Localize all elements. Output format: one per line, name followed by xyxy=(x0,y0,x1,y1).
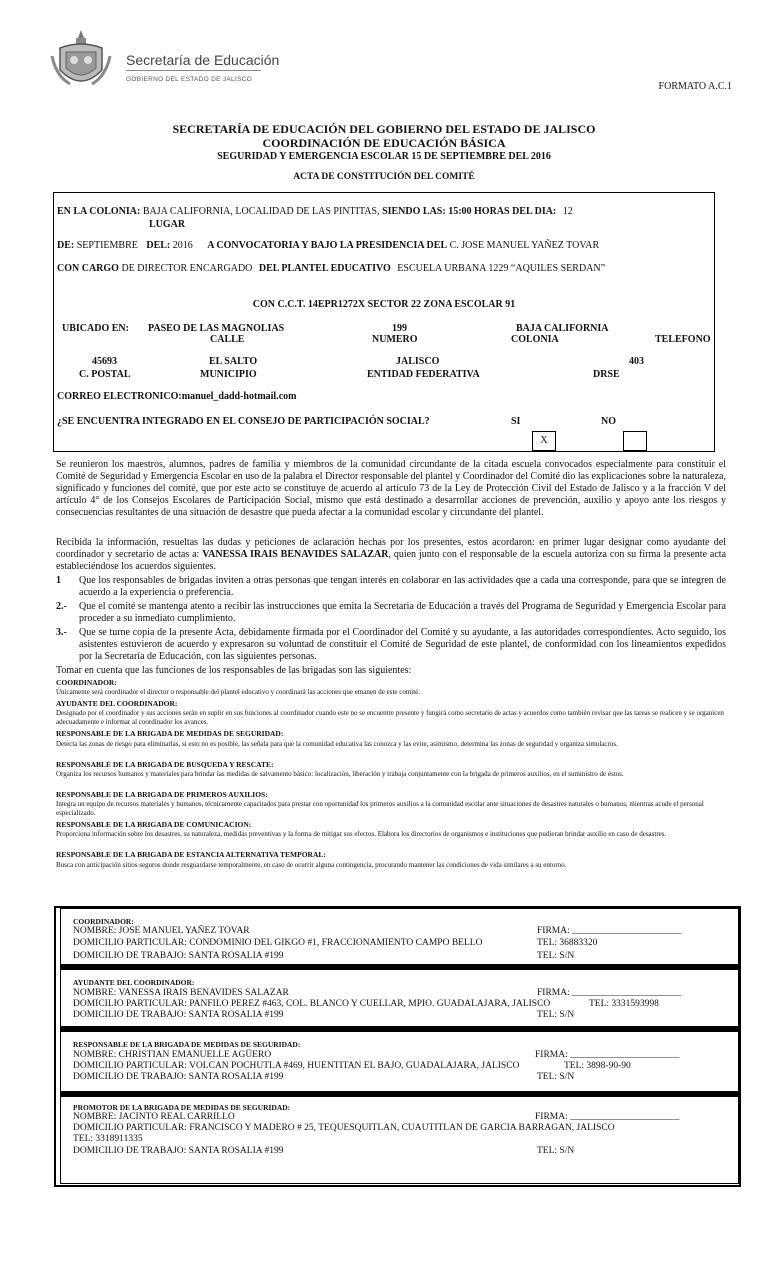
numero-label: NUMERO xyxy=(372,334,418,345)
signature-block-coordinador xyxy=(60,908,739,965)
brand-divider xyxy=(126,70,261,71)
entidad-value: JALISCO xyxy=(396,356,440,367)
no-label: NO xyxy=(601,416,616,427)
signature-firma-line[interactable]: FIRMA: _______________________ xyxy=(535,1050,680,1060)
assistant-name: VANESSA IRAIS BENAVIDES SALAZAR xyxy=(202,549,389,561)
role-description: Proporciona información sobre los desastres, su naturaleza, medidas preventivas y la forma de mitigar sus efectos. Elabora los directorios de organismos e instituciones que pudieran brindar auxilio en caso de desastres. xyxy=(56,830,667,838)
brand-subtitle: GOBIERNO DEL ESTADO DE JALISCO xyxy=(126,76,253,83)
role-description: Únicamente será coordinador el director o responsable del plantel educativo y coordinará las acciones que emanen de este comité. xyxy=(56,688,421,696)
header-line-3: SEGURIDAD Y EMERGENCIA ESCOLAR 15 DE SEPTIEMBRE DEL 2016 xyxy=(217,151,551,162)
signature-nombre: NOMBRE: VANESSA IRAIS BENAVIDES SALAZAR xyxy=(73,988,289,998)
si-checkbox[interactable]: X xyxy=(532,431,556,451)
agreements-text-b: , quien junto con el responsable de la escuela autoriza con su firma la presente acta estableciéndose los acuerdos siguientes. xyxy=(56,549,727,573)
cargo-row xyxy=(57,263,605,274)
item-2-number: 2.- xyxy=(56,601,67,612)
cargo-de: DE xyxy=(121,263,135,274)
paragraph-functions: Tomar en cuenta que las funciones de los responsables de las brigadas son las siguientes: xyxy=(56,665,412,676)
role-title: RESPONSABLE DE LA BRIGADA DE PRIMEROS AUXILIOS: xyxy=(56,790,268,799)
signature-tel2: TEL: S/N xyxy=(537,1010,575,1020)
del-label: DEL: xyxy=(146,240,171,251)
de-value: SEPTIEMBRE xyxy=(76,240,138,251)
signature-domicilio: DOMICILIO PARTICULAR: FRANCISCO Y MADERO # 25, TEQUESQUITLAN, CUAUTITLAN DE GARCIA BARRAGAN, JALISCO xyxy=(73,1123,615,1133)
signature-firma-line[interactable]: FIRMA: _______________________ xyxy=(537,926,682,936)
colonia2-value: BAJA CALIFORNIA xyxy=(516,323,609,334)
role-title: RESPONSABLE DE LA BRIGADA DE MEDIDAS DE SEGURIDAD: xyxy=(56,729,284,738)
form-code: FORMATO A.C.1 xyxy=(658,81,732,92)
signature-trabajo: DOMICILIO DE TRABAJO: SANTA ROSALIA #199 xyxy=(73,951,284,961)
signature-nombre: NOMBRE: CHRISTIAN EMANUELLE AGÜERO xyxy=(73,1050,272,1060)
signature-block-ayudante xyxy=(60,969,739,1027)
correo-row xyxy=(57,391,296,402)
dia-value: 12 xyxy=(562,206,573,217)
signature-firma-line[interactable]: FIRMA: _______________________ xyxy=(537,988,682,998)
colonia-label: EN LA COLONIA: xyxy=(57,206,141,217)
role-description: Designado por el coordinador y sus acciones serán en suplir en sus funciones al coordinador cuando este no se encuentre presente y fungirá como secretario de actas y acuerdos como también revisar que las tareas se realicen y se organicen adecuadamente e informar al coordinador los avances. xyxy=(56,709,724,726)
signature-tel: TEL: 3898-90-90 xyxy=(564,1061,631,1071)
signature-tel2: TEL: S/N xyxy=(537,1072,575,1082)
jalisco-seal-logo xyxy=(46,26,116,96)
municipio-label: MUNICIPIO xyxy=(200,369,257,380)
cp-value: 45693 xyxy=(92,356,117,367)
calle-value: PASEO DE LAS MAGNOLIAS xyxy=(148,323,285,334)
signature-role: AYUDANTE DEL COORDINADOR: xyxy=(73,978,195,987)
role-title: RESPONSABLE DE LA BRIGADA DE COMUNICACION: xyxy=(56,820,252,829)
header-line-2: COORDINACIÓN DE EDUCACIÓN BÁSICA xyxy=(262,136,506,150)
role-description: Detecta las zonas de riesgo para eliminarlas, si esto no es posible, las señala para que la comunidad educativa las conozca y las evite, asimismo, determina las zonas de seguridad y organiza simulacros. xyxy=(56,740,618,748)
signature-tel: TEL: 36883320 xyxy=(537,938,598,948)
entidad-label: ENTIDAD FEDERATIVA xyxy=(367,369,480,380)
cp-label: C. POSTAL xyxy=(79,369,131,380)
header-line-1: SECRETARÍA DE EDUCACIÓN DEL GOBIERNO DEL ESTADO DE JALISCO xyxy=(172,122,596,136)
role-title: COORDINADOR: xyxy=(56,678,117,687)
role-description: Organiza los recursos humanos y materiales para brindar las medidas de salvamento básico: localización, liberación y trabaja conjuntamente con la brigada de primeros auxilios, en el suministro de éstos. xyxy=(56,770,624,778)
role-title: AYUDANTE DEL COORDINADOR: xyxy=(56,699,178,708)
signature-role: PROMOTOR DE LA BRIGADA DE MEDIDAS DE SEGURIDAD: xyxy=(73,1103,291,1112)
colonia-row xyxy=(57,206,573,217)
signature-firma-line[interactable]: FIRMA: _______________________ xyxy=(535,1112,680,1122)
signature-tel: TEL: 3318911335 xyxy=(73,1134,143,1144)
signature-domicilio: DOMICILIO PARTICULAR: PANFILO PEREZ #463, COL. BLANCO Y CUELLAR, MPIO. GUADALAJARA, JALISCO xyxy=(73,999,551,1009)
del-value: 2016 xyxy=(172,240,193,251)
municipio-value: EL SALTO xyxy=(209,356,258,367)
signature-nombre: NOMBRE: JOSE MANUEL YAÑEZ TOVAR xyxy=(73,926,250,936)
signature-tel2: TEL: S/N xyxy=(537,951,575,961)
signature-block-medidas xyxy=(60,1031,739,1092)
convocatoria-label: A CONVOCATORIA Y BAJO LA PRESIDENCIA DEL xyxy=(207,240,448,251)
consejo-question: ¿SE ENCUENTRA INTEGRADO EN EL CONSEJO DE PARTICIPACIÓN SOCIAL? xyxy=(57,416,430,427)
signature-role: COORDINADOR: xyxy=(73,917,134,926)
signature-block-promotor xyxy=(60,1096,739,1184)
plantel-value: ESCUELA URBANA 1229 “AQUILES SERDAN” xyxy=(397,263,606,274)
lugar-label: LUGAR xyxy=(149,219,186,230)
correo-value: manuel_dadd-hotmail.com xyxy=(181,391,297,402)
role-title: RESPONSABLE DE LA BRIGADA DE ESTANCIA ALTERNATIVA TEMPORAL: xyxy=(56,850,326,859)
item-3-text: Que se turne copia de la presente Acta, debidamente firmada por el Coordinador del Comité y su ayudante, a las autoridades correspondientes. Acto seguido, los asistentes estuvieron de acuerdo y expresaron su voluntad de constituir el Comité de Seguridad de este plantel, de conformidad con los lineamientos expedidos por la Secretaría de Educación, con las siguientes personas. xyxy=(79,627,726,663)
calle-label: CALLE xyxy=(210,334,245,345)
numero-value: 199 xyxy=(392,323,407,334)
signature-tel: TEL: 3331593998 xyxy=(589,999,659,1009)
signature-trabajo: DOMICILIO DE TRABAJO: SANTA ROSALIA #199 xyxy=(73,1146,284,1156)
signature-trabajo: DOMICILIO DE TRABAJO: SANTA ROSALIA #199 xyxy=(73,1072,284,1082)
school-info-box xyxy=(53,192,715,452)
document-title: ACTA DE CONSTITUCIÓN DEL COMITÉ xyxy=(293,172,475,182)
signature-domicilio: DOMICILIO PARTICULAR: CONDOMINIO DEL GIKGO #1, FRACCIONAMIENTO CAMPO BELLO xyxy=(73,938,483,948)
item-2-text: Que el comité se mantenga atento a recibir las instrucciones que emita la Secretaria de Educación a través del Programa de Seguridad y Emergencia Escolar para proceder a su inmediato cumplimiento. xyxy=(79,601,726,625)
signature-role: RESPONSABLE DE LA BRIGADA DE MEDIDAS DE SEGURIDAD: xyxy=(73,1040,301,1049)
siendo-label: SIENDO LAS: 15:00 HORAS DEL DIA: xyxy=(382,206,557,217)
si-label: SI xyxy=(511,416,521,427)
role-description: Integra un equipo de recursos materiales y humanos, técnicamente capacitados para prestar con oportunidad los primeros auxilios a la comunidad escolar ante situaciones de desastres naturales o humanos, mientras acude el personal especializado. xyxy=(56,800,704,817)
correo-label: CORREO ELECTRONICO: xyxy=(57,391,182,402)
cct-line: CON C.C.T. 14EPR1272X SECTOR 22 ZONA ESCOLAR 91 xyxy=(252,299,516,310)
agreements-text-a: Recibida la información, resueltas las dudas y peticiones de aclaración hechas por los presentes, estos acordaron: en primer lugar designar como ayudante del coordinador y secretario de actas a: xyxy=(56,537,726,561)
drse-label: DRSE xyxy=(593,369,620,380)
cargo-label: CON CARGO xyxy=(57,263,119,274)
paragraph-intro: Se reunieron los maestros, alumnos, padres de familia y miembros de la comunidad circundante de la citada escuela convocados especialmente para constituir el Comité de Seguridad y Emergencia Escolar en uso de la palabra el Director responsable del plantel y Coordinador del Comité dio las explicaciones sobre la naturaleza, significado y funciones del comité, que por este acto se constituye de acuerdo al artículo 73 de la Ley de Protección Civil del Estado de Jalisco y a la fracción V del artículo 4° de los Consejos Escolares de Participación Social, mismo que está destinado a desarrollar acciones de prevención, auxilio y apoyo ante los riesgos y consecuencias resultantes de una situación de desastre que pueda afectar a la comunidad escolar y circundante del plantel. xyxy=(56,459,726,519)
item-3-number: 3.- xyxy=(56,627,67,638)
ubicado-label: UBICADO EN: xyxy=(62,323,129,334)
no-checkbox[interactable] xyxy=(623,431,647,451)
signature-nombre: NOMBRE: JACINTO REAL CARRILLO xyxy=(73,1112,235,1122)
item-1-number: 1 xyxy=(56,575,61,586)
item-1-text: Que los responsables de brigadas inviten a otras personas que tengan interés en colaborar en las actividades que a cada una corresponde, para que se integren de acuerdo a la experiencia o preferencia. xyxy=(79,575,726,599)
cargo-value: DIRECTOR ENCARGADO xyxy=(137,263,253,274)
signature-trabajo: DOMICILIO DE TRABAJO: SANTA ROSALIA #199 xyxy=(73,1010,284,1020)
brand-title: Secretaría de Educación xyxy=(126,52,280,68)
role-title: RESPONSABLE DE LA BRIGADA DE BUSQUEDA Y RESCATE: xyxy=(56,760,274,769)
signature-tel2: TEL: S/N xyxy=(537,1146,575,1156)
role-description: Busca con anticipación sitios seguros donde resguardarse temporalmente, en caso de ocurrir alguna contingencia, procurando mantener las condiciones de vida similares a su entorno. xyxy=(56,861,567,869)
colonia2-label: COLONIA xyxy=(511,334,559,345)
telefono-label: TELEFONO xyxy=(655,334,711,345)
de-label: DE: xyxy=(57,240,75,251)
signature-domicilio: DOMICILIO PARTICULAR: VOLCAN POCHUTLA #469, HUENTITAN EL BAJO, GUADALAJARA, JALISCO xyxy=(73,1061,520,1071)
colonia-value: BAJA CALIFORNIA, LOCALIDAD DE LAS PINTITAS, xyxy=(142,206,380,217)
date-row xyxy=(57,240,599,251)
convocatoria-value: C. JOSE MANUEL YAÑEZ TOVAR xyxy=(449,240,600,251)
drse-value: 403 xyxy=(629,356,644,367)
paragraph-agreements xyxy=(56,537,726,573)
plantel-label: DEL PLANTEL EDUCATIVO xyxy=(258,263,391,274)
